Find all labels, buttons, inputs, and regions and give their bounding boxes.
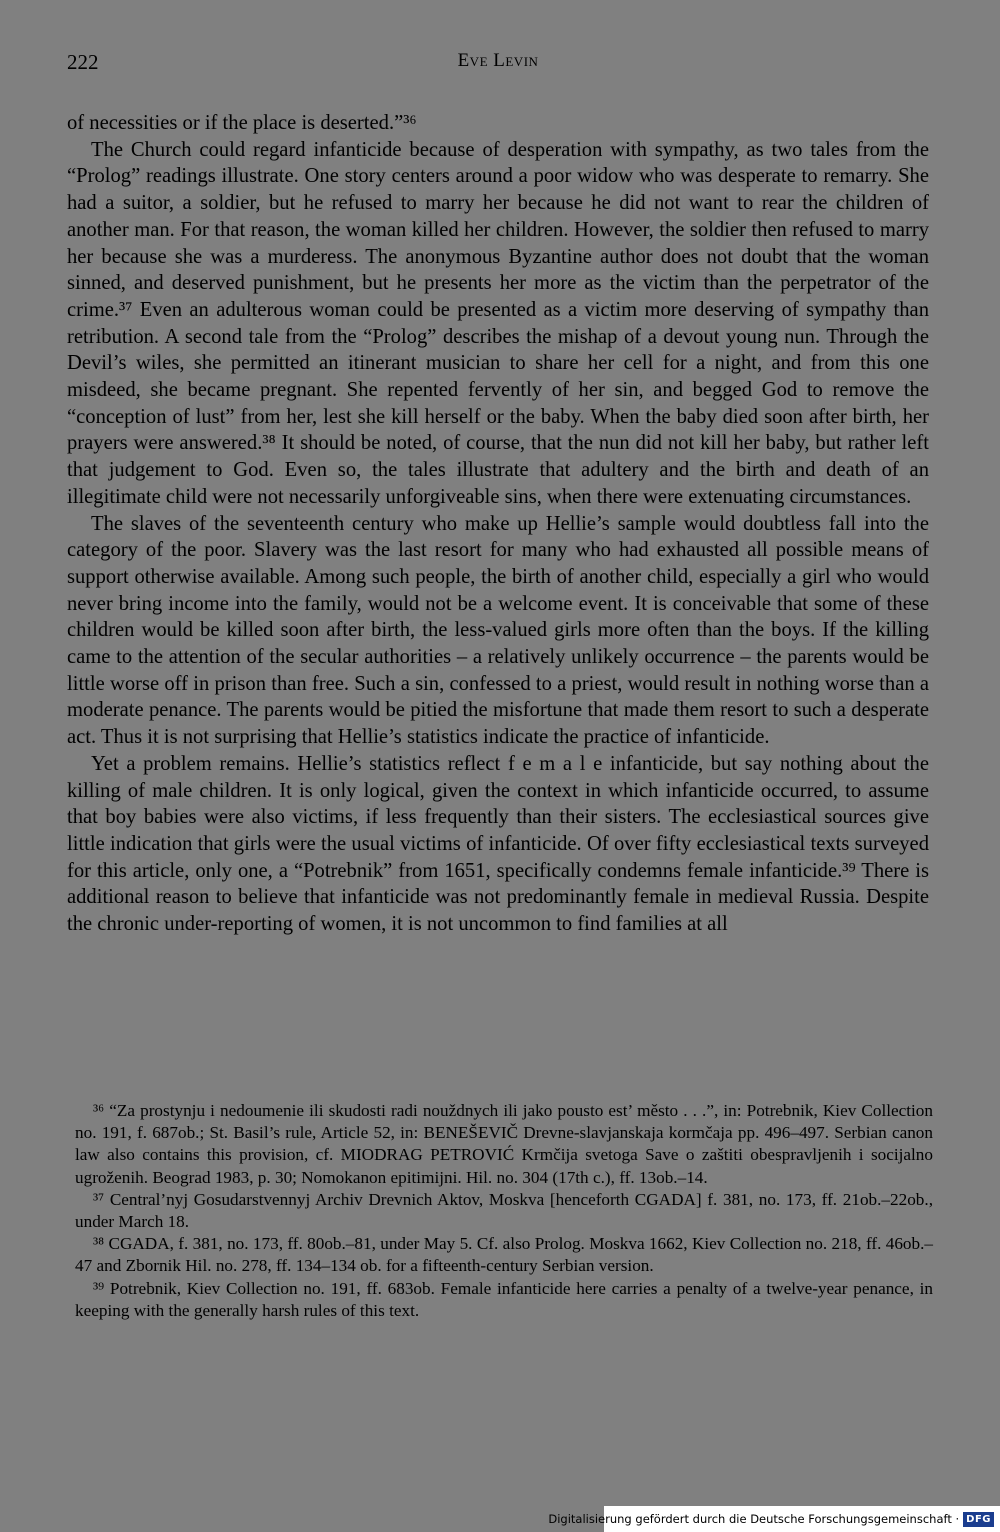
body-text: [67, 110, 929, 938]
running-title: Eve Levin: [457, 50, 539, 71]
digitization-credit-bar: [548, 1506, 1000, 1532]
dfg-logo: DFG: [963, 1512, 994, 1527]
page-number: 222: [67, 50, 99, 74]
footnotes: [75, 1100, 933, 1322]
paragraph: The Church could regard infanticide because of desperation with sympathy, as two tales from the “Prolog” readings illustrate. One story centers around a poor widow who was desperate to remarry. She had a suitor, a soldier, but he refused to marry her because he did not want to rear the children of another man. For that reason, the woman killed her children. However, the soldier then refused to marry her because she was a murderess. The anonymous Byzantine author does not doubt that the woman sinned, and deserved punishment, but he presents her more as the victim than the perpetrator of the crime.³⁷ Even an adulterous woman could be presented as a victim more deserving of sympathy than retribution. A second tale from the “Prolog” describes the mishap of a devout young nun. Through the Devil’s wiles, she permitted an itinerant musician to share her cell for a night, and from this one misdeed, she became pregnant. She repented fervently of her sin, and begged God to remove the “conception of lust” from her, lest she kill herself or the baby. When the baby died soon after birth, her prayers were answered.³⁸ It should be noted, of course, that the nun did not kill her baby, but rather left that judgement to God. Even so, the tales illustrate that adultery and the birth and death of an illegitimate child were not necessarily unforgiveable sins, when there were extenuating circumstances.: [67, 138, 929, 508]
paragraph: of necessities or if the place is deserted.”³⁶: [67, 112, 417, 134]
credit-text: Digitalisierung gefördert durch die Deutsche Forschungsgemeinschaft ·: [548, 1512, 960, 1526]
paragraph: Yet a problem remains. Hellie’s statistics reflect f e m a l e infanticide, but say nothing about the killing of male children. It is only logical, given the context in which infanticide occurred, to assume that boy babies were also victims, if less frequently than their sisters. The ecclesiastical sources give little indication that girls were the usual victims of infanticide. Of over fifty ecclesiastical texts surveyed for this article, only one, a “Potrebnik” from 1651, specifically condemns female infanticide.³⁹ There is additional reason to believe that infanticide was not predominantly female in medieval Russia. Despite the chronic under-reporting of women, it is not uncommon to find families at all: [67, 752, 929, 936]
footnote-36: ³⁶ “Za prostynju i nedoumenie ili skudosti radi nouždnych ili jako pousto est’ město . . .”, in: Potrebnik, Kiev Collection no. 191, f. 687ob.; St. Basil’s rule, Article 52, in: BENEŠEVIČ Drevne-slavjanskaja kormčaja pp. 496–497. Serbian canon law also contains this provision, cf. MIODRAG PETROVIĆ Krmčija svetoga Save o zaštiti obespravljenih i socijalno ugroženih. Beograd 1983, p. 30; Nomokanon epitimijni. Hil. no. 304 (17th c.), ff. 13ob.–14.: [75, 1101, 933, 1187]
footnote-37: ³⁷ Central’nyj Gosudarstvennyj Archiv Drevnich Aktov, Moskva [henceforth CGADA] f. 381, no. 173, ff. 21ob.–22ob., under March 18.: [75, 1189, 933, 1232]
running-head: [67, 50, 929, 78]
footnote-38: ³⁸ CGADA, f. 381, no. 173, ff. 80ob.–81, under May 5. Cf. also Prolog. Moskva 1662, Kiev Collection no. 218, ff. 46ob.–47 and Zbornik Hil. no. 278, ff. 134–134 ob. for a fifteenth-century Serbian version.: [75, 1234, 933, 1276]
paragraph: The slaves of the seventeenth century who make up Hellie’s sample would doubtless fall into the category of the poor. Slavery was the last resort for many who had exhausted all possible means of support otherwise available. Among such people, the birth of another child, especially a girl who would never bring income into the family, would not be a welcome event. It is conceivable that some of these children would be killed soon after birth, the less-valued girls more often than the boys. If the killing came to the attention of the secular authorities – a relatively unlikely occurrence – the parents would be little worse off in prison than free. Such a sin, confessed to a priest, would result in nothing worse than a moderate penance. The parents would be pitied the misfortune that made them resort to such a desperate act. Thus it is not surprising that Hellie’s statistics indicate the practice of infanticide.: [67, 512, 929, 749]
footnote-39: ³⁹ Potrebnik, Kiev Collection no. 191, ff. 683ob. Female infanticide here carries a penalty of a twelve-year penance, in keeping with the generally harsh rules of this text.: [75, 1278, 933, 1320]
